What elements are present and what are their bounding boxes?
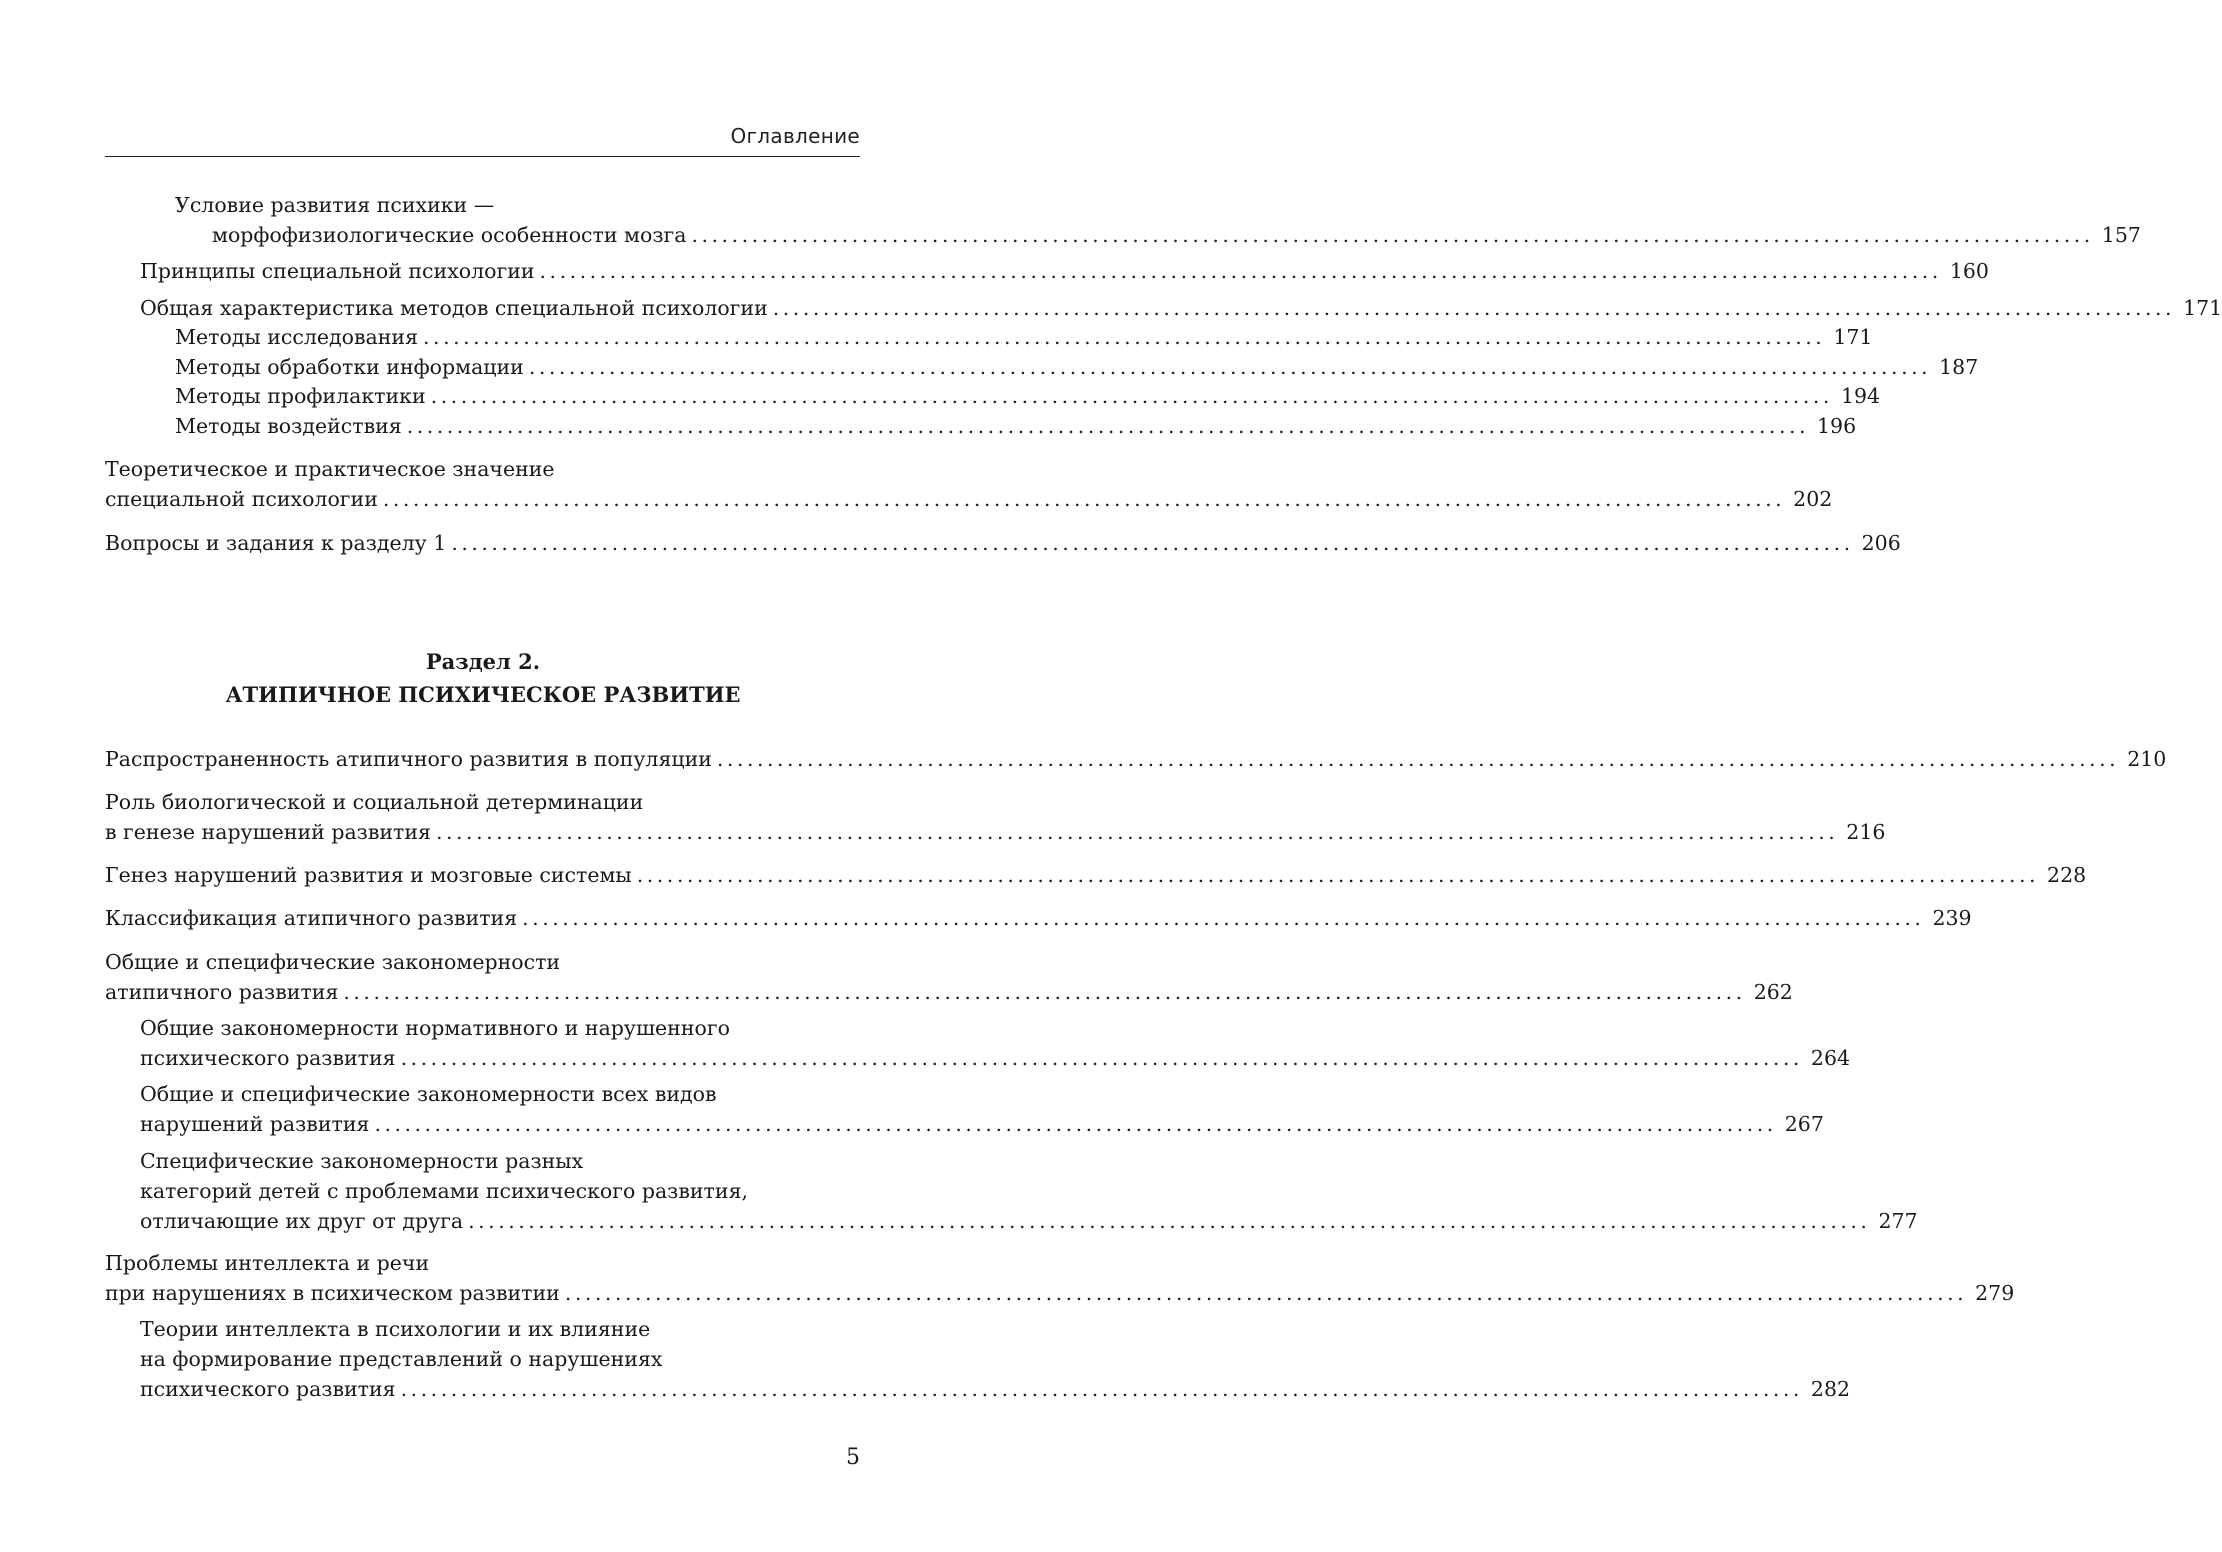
toc-page-number: 187 xyxy=(1939,355,1979,379)
toc-page-number: 262 xyxy=(1753,980,1793,1004)
toc-entry xyxy=(105,1248,2015,1308)
toc-entry-title: Распространенность атипичного развития в популяции xyxy=(105,747,712,771)
dot-leader: ............................................................................................................................................ xyxy=(382,487,1786,511)
dot-leader: ............................................................................................................................................ xyxy=(374,1112,1777,1136)
toc-entry-line xyxy=(105,1278,2015,1308)
toc-entry-title: Методы профилактики xyxy=(175,384,426,408)
toc-page-number: 171 xyxy=(1833,325,1873,349)
toc-entry xyxy=(105,352,1979,382)
toc-entry-line xyxy=(105,454,861,484)
toc-entry-title: психического развития xyxy=(140,1377,396,1401)
toc-entry-line xyxy=(105,744,2167,774)
toc-entry-title: нарушений развития xyxy=(140,1112,370,1136)
section-title: АТИПИЧНОЕ ПСИХИЧЕСКОЕ РАЗВИТИЕ xyxy=(225,682,741,707)
toc-entry-line xyxy=(105,903,1972,933)
toc-entry-title: Генез нарушений развития и мозговые системы xyxy=(105,863,632,887)
toc-page-number: 216 xyxy=(1846,820,1886,844)
toc-entry-title: атипичного развития xyxy=(105,980,339,1004)
toc-entry xyxy=(105,947,1793,1007)
toc-entry-line xyxy=(105,220,2141,250)
toc-entry xyxy=(105,1079,1824,1139)
header-title: Оглавление xyxy=(730,124,860,148)
toc-entry-line xyxy=(105,381,1881,411)
dot-leader: ............................................................................................................................................ xyxy=(400,1377,1803,1401)
toc-entry xyxy=(105,293,2222,323)
toc-entry xyxy=(105,190,2141,250)
toc-entry xyxy=(105,903,1972,933)
toc-page-number: 160 xyxy=(1949,259,1989,283)
toc-entry-line xyxy=(105,528,1901,558)
toc-entry-line xyxy=(105,787,861,817)
toc-page-number: 282 xyxy=(1810,1377,1851,1401)
toc-page-number: 196 xyxy=(1817,414,1857,438)
toc-entry xyxy=(105,381,1881,411)
toc-page-number: 277 xyxy=(1878,1209,1918,1233)
toc-entry-title: Общие и специфические закономерности xyxy=(105,950,561,974)
dot-leader: ............................................................................................................................................ xyxy=(430,384,1833,408)
dot-leader: ............................................................................................................................................ xyxy=(400,1046,1803,1070)
toc-entry-line xyxy=(105,817,1886,847)
dot-leader: ............................................................................................................................................ xyxy=(539,259,1942,283)
toc-entry-line xyxy=(105,1314,861,1344)
dot-leader: ............................................................................................................................................ xyxy=(522,906,1925,930)
toc-entry xyxy=(105,528,1901,558)
toc-entry-title: Вопросы и задания к разделу 1 xyxy=(105,531,447,555)
toc-entry-line xyxy=(105,860,2087,890)
toc-entry-title: Проблемы интеллекта и речи xyxy=(105,1251,430,1275)
toc-entry-title: в генезе нарушений развития xyxy=(105,820,431,844)
toc-entry-title: Классификация атипичного развития xyxy=(105,906,518,930)
page-number: 5 xyxy=(846,1445,860,1470)
toc-page-number: 210 xyxy=(2127,747,2167,771)
toc-entry xyxy=(105,1013,1851,1073)
toc-entry-line xyxy=(105,1013,861,1043)
running-header xyxy=(105,120,860,157)
toc-entry-line xyxy=(105,1374,1851,1404)
toc-entry-line xyxy=(105,1176,861,1206)
toc-page-number: 239 xyxy=(1932,906,1972,930)
toc-page-number: 264 xyxy=(1810,1046,1851,1070)
toc-entry-title: Методы обработки информации xyxy=(175,355,524,379)
toc-entry-title: психического развития xyxy=(140,1046,396,1070)
toc-entry-line xyxy=(105,322,1873,352)
toc-entry-line xyxy=(105,256,1989,286)
toc-entry-title: Общие закономерности нормативного и нарушенного xyxy=(140,1016,730,1040)
toc-page-number: 279 xyxy=(1975,1281,2015,1305)
toc-page-number: 157 xyxy=(2101,223,2141,247)
dot-leader: ............................................................................................................................................ xyxy=(406,414,1809,438)
toc-entry-title: Методы воздействия xyxy=(175,414,402,438)
toc-entry-line xyxy=(105,1146,861,1176)
section-number: Раздел 2. xyxy=(425,649,541,674)
toc-entry-title: на формирование представлений о нарушениях xyxy=(140,1347,663,1371)
toc-entry-title: Общие и специфические закономерности всех видов xyxy=(140,1082,717,1106)
toc-page-number: 267 xyxy=(1784,1112,1824,1136)
dot-leader: ............................................................................................................................................ xyxy=(468,1209,1871,1233)
dot-leader: ............................................................................................................................................ xyxy=(436,820,1839,844)
toc-page-number: 228 xyxy=(2047,863,2087,887)
toc-entry xyxy=(105,256,1989,286)
toc-entry-line xyxy=(105,1109,1824,1139)
toc-entry xyxy=(105,1146,1918,1236)
dot-leader: ............................................................................................................................................ xyxy=(423,325,1826,349)
dot-leader: ............................................................................................................................................ xyxy=(772,296,2176,320)
toc-entry-line xyxy=(105,977,1793,1007)
dot-leader: ............................................................................................................................................ xyxy=(451,531,1854,555)
toc-entry-title: отличающие их друг от друга xyxy=(140,1209,464,1233)
toc-entry-line xyxy=(105,1344,861,1374)
toc-entry-line xyxy=(105,352,1979,382)
toc-entry-title: Методы исследования xyxy=(175,325,419,349)
toc-entry-line xyxy=(105,1206,1918,1236)
toc-entry-title: Принципы специальной психологии xyxy=(140,259,535,283)
toc-entry xyxy=(105,860,2087,890)
toc-entry-title: Условие развития психики — xyxy=(175,193,495,217)
toc-entry-title: Теории интеллекта в психологии и их влияние xyxy=(140,1317,651,1341)
dot-leader: ............................................................................................................................................ xyxy=(564,1281,1968,1305)
toc-entry-line xyxy=(105,190,861,220)
toc-entry-title: морфофизиологические особенности мозга xyxy=(212,223,687,247)
dot-leader: ............................................................................................................................................ xyxy=(636,863,2040,887)
toc-entry-line xyxy=(105,293,2222,323)
toc-entry xyxy=(105,454,1833,514)
dot-leader: ............................................................................................................................................ xyxy=(716,747,2120,771)
toc-entry-line xyxy=(105,484,1833,514)
toc-entry xyxy=(105,1314,1851,1404)
toc-entry-line xyxy=(105,1248,861,1278)
toc-entry-line xyxy=(105,1043,1851,1073)
toc-page-number: 202 xyxy=(1793,487,1833,511)
toc-entry-line xyxy=(105,411,1857,441)
dot-leader: ............................................................................................................................................ xyxy=(528,355,1932,379)
toc-entry-line xyxy=(105,947,861,977)
toc-entry-title: Общая характеристика методов специальной психологии xyxy=(140,296,768,320)
toc-entry-title: Теоретическое и практическое значение xyxy=(105,457,555,481)
dot-leader: ............................................................................................................................................ xyxy=(691,223,2094,247)
toc-entry-line xyxy=(105,1079,861,1109)
toc-entry-title: Специфические закономерности разных xyxy=(140,1149,584,1173)
dot-leader: ............................................................................................................................................ xyxy=(343,980,1746,1004)
toc-page-number: 194 xyxy=(1840,384,1881,408)
toc-entry-title: категорий детей с проблемами психического развития, xyxy=(140,1179,749,1203)
toc-entry-title: Роль биологической и социальной детерминации xyxy=(105,790,644,814)
toc-page-number: 206 xyxy=(1861,531,1901,555)
toc-entry xyxy=(105,744,2167,774)
toc-entry xyxy=(105,411,1857,441)
toc-entry-title: при нарушениях в психическом развитии xyxy=(105,1281,560,1305)
toc-entry xyxy=(105,322,1873,352)
toc-entry-title: специальной психологии xyxy=(105,487,378,511)
toc-page-number: 171 xyxy=(2183,296,2222,320)
toc-entry xyxy=(105,787,1886,847)
